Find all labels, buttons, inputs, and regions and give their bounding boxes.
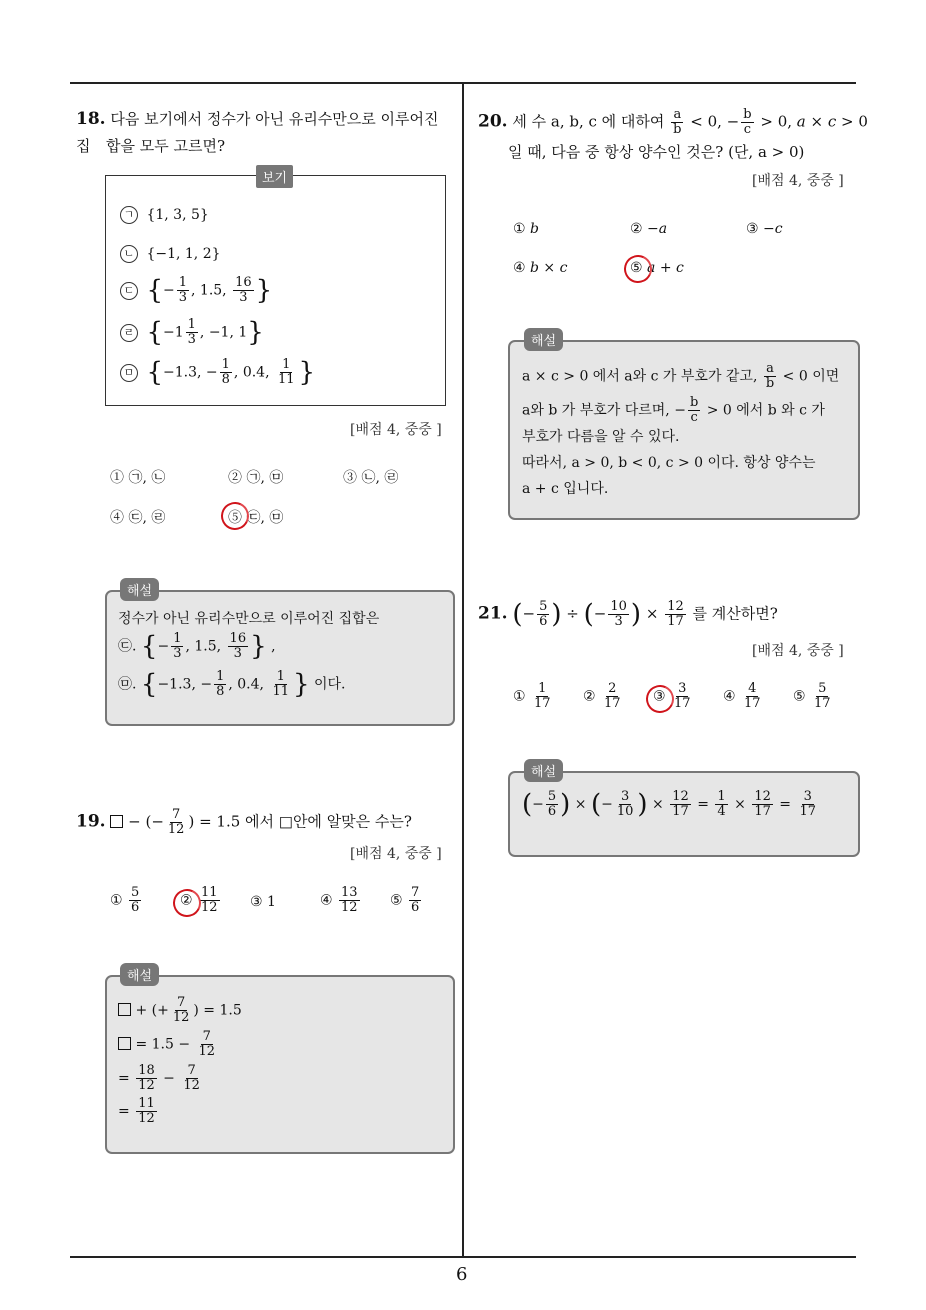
q18-bogi-mark-4: ㄹ (120, 324, 138, 342)
q18-solution-line3: ㉤. {−1.3, − $\frac{1}{8}$ , 0.4, $\frac{1}{11}$ } 이다. (118, 669, 346, 700)
q18-bogi-mark-1: ㄱ (120, 206, 138, 224)
q19-choice-1[interactable]: ① $\frac{5}{6}$ (110, 885, 140, 915)
q21-text: 를 계산하면? (692, 604, 778, 623)
q19-score: [배점 4, 중중 ] (350, 846, 442, 862)
q18-choice-2[interactable]: ② ㉠, ㉤ (228, 470, 284, 486)
q19-solution-line3: = $\frac{18}{12}$ − $\frac{7}{12}$ (118, 1063, 200, 1093)
q20-question: 20. 세 수 a, b, c 에 대하여 $\frac{a}{b}$ < 0, − $\frac{b}{c}$ > 0, a × c > 0 (478, 107, 868, 137)
column-divider (462, 82, 464, 1257)
q18-choice-5[interactable]: ⑤ ㉢, ㉤ (228, 510, 284, 526)
q20-solution-line3: 부호가 다름을 알 수 있다. (522, 429, 680, 445)
q19-solution-line1: + (+ $\frac{7}{12}$ ) = 1.5 (118, 996, 242, 1025)
q21-question: 21. (− $\frac{5}{6}$ ) ÷ (− $\frac{10}{3}$ ) × $\frac{12}{17}$ 를 계산하면? (478, 599, 778, 630)
bottom-rule (70, 1256, 856, 1258)
q20-solution-label: 해설 (524, 328, 563, 351)
q18-text-line2: 합을 모두 고르면? (106, 137, 226, 155)
q18-bogi-mark-2: ㄴ (120, 245, 138, 263)
q18-bogi-item-2 (120, 245, 221, 263)
page-number: 6 (456, 1264, 468, 1285)
q20-text-line1: 세 수 a, b, c 에 대하여 (512, 112, 665, 131)
q19-choice-5[interactable]: ⑤ $\frac{7}{6}$ (390, 885, 420, 915)
q21-solution-line1: (− $\frac{5}{6}$ ) × (− $\frac{3}{10}$ ) × $\frac{12}{17}$ = $\frac{1}{4}$ × $\frac{12}{17}$ = $\frac{3}{17}$ (522, 789, 817, 820)
q18-bogi-mark-5: ㅁ (120, 364, 138, 382)
q20-choice-2[interactable]: ② −a (630, 221, 668, 237)
q21-choice-1[interactable]: ① $\frac{1}{17}$ (513, 681, 551, 711)
q18-bogi-content-2: {−1, 1, 2} (146, 246, 221, 262)
q20-solution-line4: 따라서, a > 0, b < 0, c > 0 이다. 항상 양수는 (522, 455, 816, 471)
q18-bogi-item-3: ㄷ {− $\frac{1}{3}$ , 1.5, $\frac{16}{3}$ } (120, 276, 272, 305)
q21-choice-5[interactable]: ⑤ $\frac{5}{17}$ (793, 681, 831, 711)
q18-bogi-label: 보기 (256, 165, 293, 188)
q21-solution-label: 해설 (524, 759, 563, 782)
q21-choice-2[interactable]: ② $\frac{2}{17}$ (583, 681, 621, 711)
q19-choice-3[interactable]: ③ 1 (250, 894, 276, 910)
q21-choice-3[interactable]: ③ $\frac{3}{17}$ (653, 681, 691, 711)
q19-text: = 1.5 에서 □안에 알맞은 수는? (199, 812, 412, 831)
q20-answer-mark (620, 251, 656, 287)
q20-choice-3[interactable]: ③ −c (746, 221, 783, 237)
q18-bogi-item-1 (120, 206, 209, 224)
q18-answer-mark (217, 498, 253, 534)
q18-solution-line2: ㉢. {− $\frac{1}{3}$ , 1.5, $\frac{16}{3}$ } , (118, 631, 276, 662)
q21-number: 21. (478, 603, 508, 624)
q18-solution-line1: 정수가 아닌 유리수만으로 이루어진 집합은 (118, 611, 380, 627)
q21-choice-4[interactable]: ④ $\frac{4}{17}$ (723, 681, 761, 711)
q18-score: [배점 4, 중중 ] (350, 422, 442, 438)
q19-number: 19. (76, 811, 106, 832)
q18-bogi-mark-3: ㄷ (120, 282, 138, 300)
q18-choice-1[interactable]: ① ㉠, ㉡ (110, 470, 166, 486)
q18-bogi-item-5: ㅁ {−1.3, − $\frac{1}{8}$ , 0.4, $\frac{1}{11}$ } (120, 358, 315, 387)
q20-text-line2: 일 때, 다음 중 항상 양수인 것은? (단, a > 0) (508, 143, 805, 161)
q18-number: 18. (76, 109, 106, 129)
q20-choice-5[interactable]: ⑤ a + c (630, 260, 684, 276)
q20-solution-line1: a × c > 0 에서 a와 c 가 부호가 같고, $\frac{a}{b}$ < 0 이면 (522, 361, 840, 391)
q18-text-line1: 다음 보기에서 정수가 아닌 유리수만으로 이루어진 집 (76, 110, 439, 155)
q18-choice-4[interactable]: ④ ㉢, ㉣ (110, 510, 166, 526)
q19-solution-line2: = 1.5 − $\frac{7}{12}$ (118, 1030, 219, 1059)
q19-question: 19. − (− $\frac{7}{12}$ ) = 1.5 에서 □안에 알맞은 수는? (76, 807, 412, 837)
q20-solution-line2: a와 b 가 부호가 다르며, − $\frac{b}{c}$ > 0 에서 b 와 c 가 (522, 395, 825, 425)
q18-bogi-content-1: {1, 3, 5} (146, 207, 209, 223)
q20-score: [배점 4, 중중 ] (752, 173, 844, 189)
q18-bogi-item-4: ㄹ {−1 $\frac{1}{3}$ , −1, 1} (120, 318, 264, 347)
q19-choice-4[interactable]: ④ $\frac{13}{12}$ (320, 885, 358, 915)
q20-choice-1[interactable]: ① b (513, 221, 539, 237)
q18-choice-3[interactable]: ③ ㉡, ㉣ (343, 470, 399, 486)
q18-solution-label: 해설 (120, 578, 159, 601)
q19-choice-2[interactable]: ② $\frac{11}{12}$ (180, 885, 218, 915)
q20-choice-4[interactable]: ④ b × c (513, 260, 568, 276)
q19-solution-label: 해설 (120, 963, 159, 986)
q19-solution-line4: = $\frac{11}{12}$ (118, 1096, 155, 1126)
q21-score: [배점 4, 중중 ] (752, 643, 844, 659)
q20-number: 20. (478, 111, 508, 132)
q20-solution-line5: a + c 입니다. (522, 481, 609, 497)
